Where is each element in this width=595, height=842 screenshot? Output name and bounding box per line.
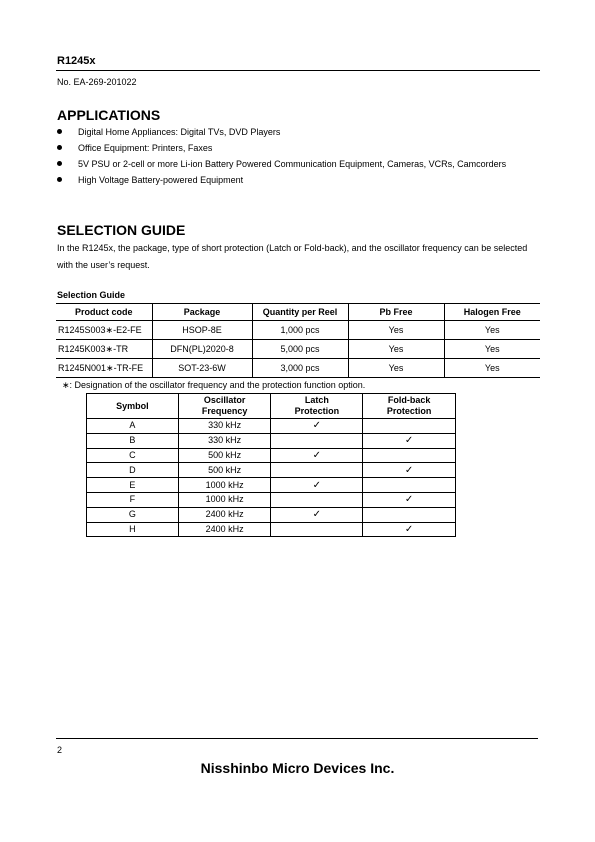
table-row <box>87 463 456 478</box>
frequency-cell: 1000 kHz <box>178 478 271 493</box>
frequency-cell: 2400 kHz <box>178 522 271 537</box>
list-item <box>57 174 506 190</box>
selection-guide-paragraph: In the R1245x, the package, type of short protection (Latch or Fold-back), and the oscillator frequency can be selected with the user’s request. <box>57 243 528 270</box>
column-header: Package <box>152 304 252 321</box>
check-mark-icon: ✓ <box>312 479 322 491</box>
foldback-cell <box>363 507 456 522</box>
table-cell: R1245K003∗-TR <box>56 340 152 359</box>
column-header-latch <box>271 394 363 419</box>
check-mark-icon: ✓ <box>312 509 322 521</box>
latch-cell <box>271 478 363 493</box>
table-cell: HSOP-8E <box>152 321 252 340</box>
header-line: Latch <box>304 395 329 405</box>
table-cell: R1245N001∗-TR-FE <box>56 359 152 378</box>
symbol-cell: F <box>87 492 179 507</box>
page-number: 2 <box>57 745 63 755</box>
table-row <box>56 340 540 359</box>
table-row <box>87 522 456 537</box>
header-divider <box>56 70 540 71</box>
table-cell: 3,000 pcs <box>252 359 348 378</box>
document-title: R1245x <box>57 55 96 67</box>
symbol-cell: D <box>87 463 179 478</box>
foldback-cell <box>363 448 456 463</box>
latch-cell <box>271 463 363 478</box>
latch-cell <box>271 507 363 522</box>
table-cell: 1,000 pcs <box>252 321 348 340</box>
symbol-cell: A <box>87 419 179 434</box>
frequency-cell: 500 kHz <box>178 448 271 463</box>
symbol-cell: G <box>87 507 179 522</box>
foldback-cell <box>363 522 456 537</box>
table-cell: DFN(PL)2020-8 <box>152 340 252 359</box>
list-item-text: Office Equipment: Printers, Faxes <box>78 143 213 153</box>
column-header: Halogen Free <box>444 304 540 321</box>
applications-heading: APPLICATIONS <box>57 107 161 123</box>
company-name <box>0 760 595 776</box>
table-header-row <box>87 394 456 419</box>
check-mark-icon: ✓ <box>404 464 414 476</box>
list-item-text: 5V PSU or 2-cell or more Li-ion Battery Powered Communication Equipment, Cameras, VCRs, Camcorders <box>78 159 507 169</box>
check-mark-icon: ✓ <box>312 420 322 432</box>
latch-cell <box>271 419 363 434</box>
header-line: Symbol <box>116 400 149 411</box>
header-line: Fold-back <box>387 395 431 405</box>
frequency-cell: 330 kHz <box>178 419 271 434</box>
list-item-text: Digital Home Appliances: Digital TVs, DVD Players <box>78 127 281 137</box>
foldback-cell <box>363 492 456 507</box>
list-item <box>57 142 506 158</box>
selection-guide-heading: SELECTION GUIDE <box>57 222 186 238</box>
symbol-cell: C <box>87 448 179 463</box>
bullet-icon <box>57 161 62 166</box>
frequency-cell: 500 kHz <box>178 463 271 478</box>
check-mark-icon: ✓ <box>404 523 414 535</box>
header-line: Protection <box>294 406 340 416</box>
column-header: Quantity per Reel <box>252 304 348 321</box>
column-header-foldback <box>363 394 456 419</box>
table-cell: Yes <box>348 359 444 378</box>
table-cell: Yes <box>444 321 540 340</box>
table-row <box>87 492 456 507</box>
bullet-icon <box>57 145 62 150</box>
table-row <box>87 419 456 434</box>
table-cell: R1245S003∗-E2-FE <box>56 321 152 340</box>
header-line: Oscillator <box>203 395 246 405</box>
foldback-cell <box>363 478 456 493</box>
latch-cell <box>271 448 363 463</box>
list-item <box>57 158 506 174</box>
table-cell: Yes <box>444 340 540 359</box>
table-cell: Yes <box>348 321 444 340</box>
table-caption: Selection Guide <box>57 290 126 300</box>
bullet-icon <box>57 177 62 182</box>
selection-guide-table <box>56 303 540 378</box>
symbol-cell: E <box>87 478 179 493</box>
table-row <box>87 507 456 522</box>
column-header-symbol <box>87 394 179 419</box>
bullet-icon <box>57 129 62 134</box>
symbol-cell: H <box>87 522 179 537</box>
option-table-body <box>87 419 456 537</box>
table-row <box>87 448 456 463</box>
frequency-cell: 1000 kHz <box>178 492 271 507</box>
foldback-cell <box>363 433 456 448</box>
table-footnote: ∗: Designation of the oscillator frequency and the protection function option. <box>62 380 366 390</box>
header-line: Protection <box>386 406 432 416</box>
column-header: Product code <box>56 304 152 321</box>
list-item <box>57 126 506 142</box>
frequency-cell: 330 kHz <box>178 433 271 448</box>
footer-divider <box>56 738 538 739</box>
latch-cell <box>271 522 363 537</box>
option-table <box>86 393 456 537</box>
column-header: Pb Free <box>348 304 444 321</box>
check-mark-icon: ✓ <box>312 449 322 461</box>
table-cell: 5,000 pcs <box>252 340 348 359</box>
company-name-text: Nisshinbo Micro Devices Inc. <box>200 760 395 776</box>
list-item-text: High Voltage Battery-powered Equipment <box>78 175 244 185</box>
table-cell: Yes <box>348 340 444 359</box>
table-cell: SOT-23-6W <box>152 359 252 378</box>
latch-cell <box>271 492 363 507</box>
symbol-cell: B <box>87 433 179 448</box>
foldback-cell <box>363 463 456 478</box>
applications-list <box>57 126 506 190</box>
column-header-frequency <box>178 394 271 419</box>
table-header-row <box>56 304 540 321</box>
header-line: Frequency <box>201 406 248 416</box>
latch-cell <box>271 433 363 448</box>
table-row <box>56 321 540 340</box>
frequency-cell: 2400 kHz <box>178 507 271 522</box>
check-mark-icon: ✓ <box>404 435 414 447</box>
check-mark-icon: ✓ <box>404 494 414 506</box>
table-row <box>87 478 456 493</box>
table-row <box>87 433 456 448</box>
foldback-cell <box>363 419 456 434</box>
table-cell: Yes <box>444 359 540 378</box>
table-row <box>56 359 540 378</box>
document-number: No. EA-269-201022 <box>57 77 137 87</box>
